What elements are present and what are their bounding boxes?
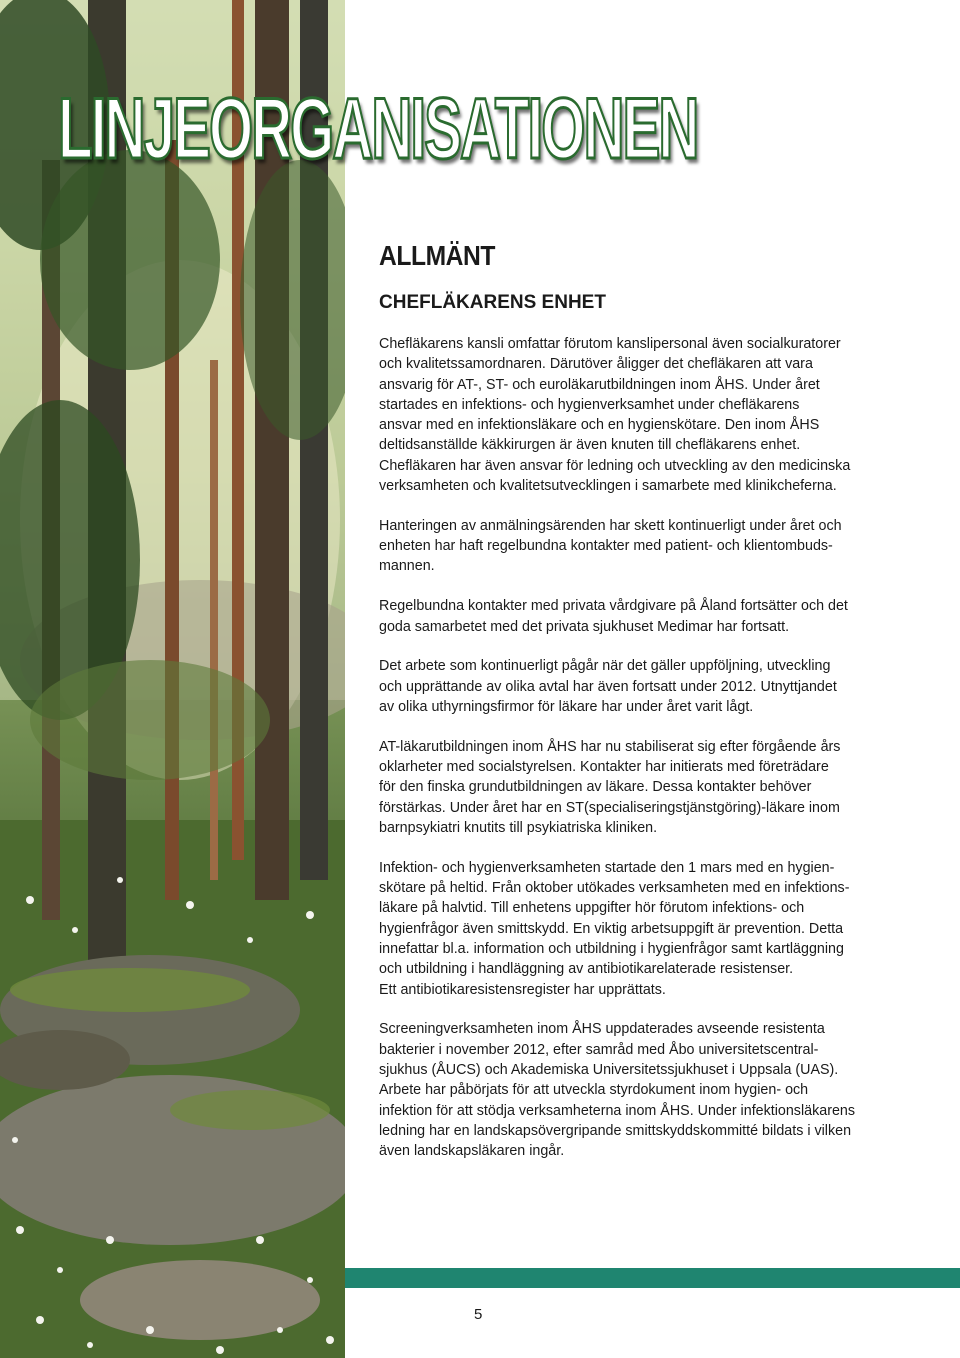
forest-illustration (0, 0, 345, 1358)
paragraph: Cheﬂäkarens kansli omfattar förutom kanslipersonal även socialkuratorer och kvalitetssamordnaren. Därutöver åligger det cheﬂäkaren att vara ansvarig för AT-, ST- och euroläkarutbildningen inom ÅHS. Under året startades en infektions- och hygienverksamhet under cheﬂäkarens ansvar med en infektionsläkare och en hygienskötare. Den inom ÅHS deltidsanställde käkkirurgen är även knuten till cheﬂäkarens enhet. Cheﬂäkaren har även ansvar för ledning och utveckling av den medicinska verksamheten och kvalitetsutvecklingen i samarbete med klinikcheferna. (379, 336, 851, 495)
body-text (379, 334, 919, 1161)
paragraph: AT-läkarutbildningen inom ÅHS har nu stabiliserat sig efter förgående års oklarheter med socialstyrelsen. Kontakter har initierats med företrädare för den ﬁnska grundutbildningen av läkare. Dessa kontakter behöver förstärkas. Under året har en ST(specialiseringstjänstgöring)-läkare inom barnpsykiatri knutits till psykiatriska kliniken. (379, 738, 841, 836)
paragraph: Det arbete som kontinuerligt pågår när det gäller uppföljning, utveckling och upprättande av olika avtal har även fortsatt under 2012. Utnyttjandet av olika uthyrningsﬁrmor för läkare har under året varit lågt. (379, 658, 837, 715)
forest-photo (0, 0, 345, 1358)
page-title: LINJEORGANISATIONEN (58, 81, 698, 177)
paragraph: Hanteringen av anmälningsärenden har skett kontinuerligt under året och enheten har haft regelbundna kontakter med patient- och klientombuds- mannen. (379, 517, 842, 575)
paragraph: Infektion- och hygienverksamheten startade den 1 mars med en hygien- skötare på heltid. Från oktober utökades verksamheten med en infektions- läkare på halvtid. Till enhetens uppgifter hör förutom infektions- och hygienfrågor även smittskydd. En viktig arbetsuppgift är prevention. Detta innefattar bl.a. information och utbildning i hygienfrågor samt kartläggning och utbildning i handläggning av antibiotikarelaterade resistenser. Ett antibiotikaresistensregister har upprättats. (379, 859, 850, 998)
paragraph: Regelbundna kontakter med privata vårdgivare på Åland fortsätter och det goda samarbetet med det privata sjukhuset Medimar har fortsatt. (379, 598, 848, 635)
paragraph: Screeningverksamheten inom ÅHS uppdaterades avseende resistenta bakterier i november 2012, efter samråd med Åbo universitetscentral- sjukhus (ÅUCS) och Akademiska Universitetssjukhuset i Uppsala (UAS). Arbete har påbörjats för att utveckla styrdokument inom hygien- och infektion för att stödja verksamheterna inom ÅHS. Under infektionsläkarens ledning har en landskapsövergripande smittskyddskommitté bildats i vilken även landskapsläkaren ingår. (379, 1021, 855, 1160)
content-column (379, 240, 919, 1181)
section-heading: ALLMÄNT (379, 240, 495, 271)
page-number: 5 (474, 1306, 483, 1323)
footer-bar (345, 1268, 960, 1288)
sub-heading: CHEFLÄKARENS ENHET (379, 292, 606, 313)
